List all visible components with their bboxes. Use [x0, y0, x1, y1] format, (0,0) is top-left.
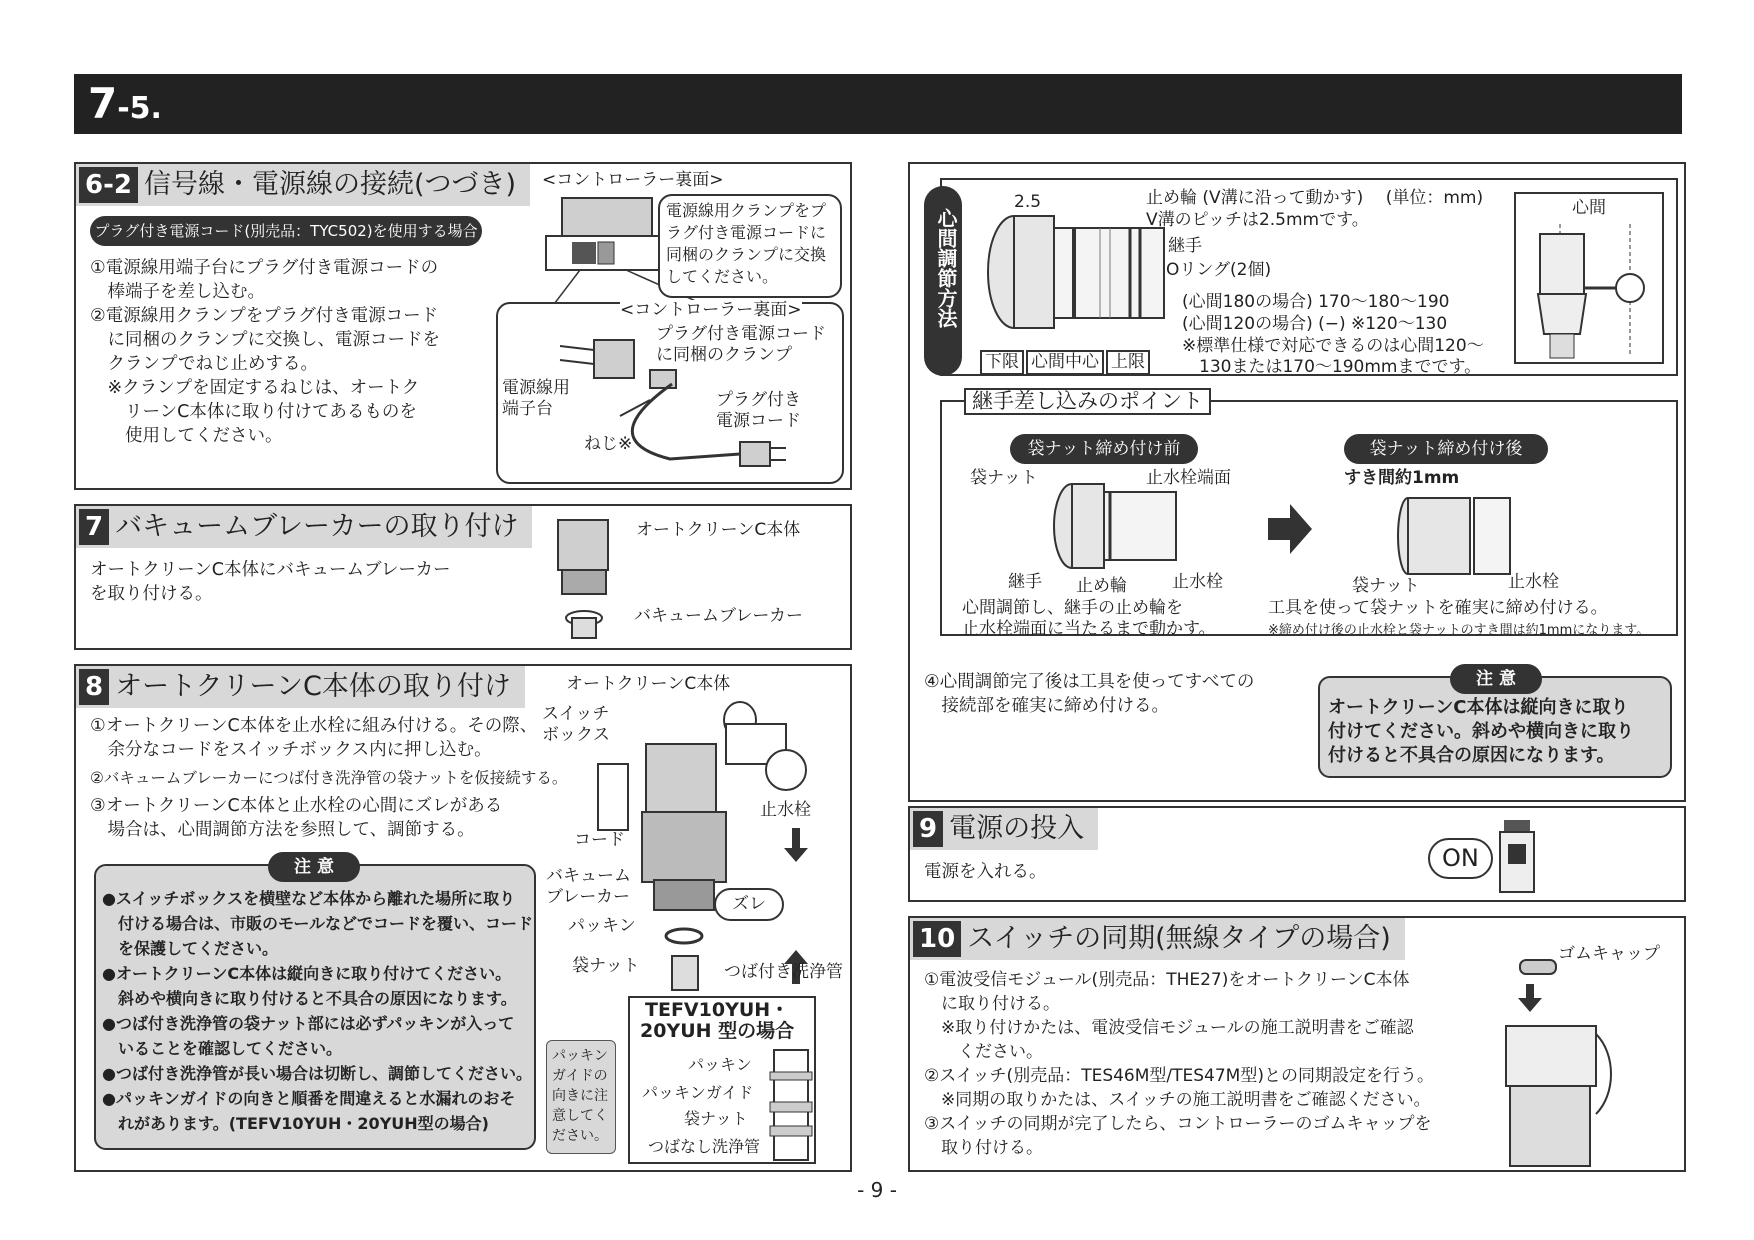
- label-lower-limit: 下限: [980, 350, 1024, 375]
- caution-text-right: オートクリーンC本体は縦向きに取り 付けてください。斜めや横向きに取り 付けると不具合の原因になります。: [1328, 697, 1634, 766]
- model-label-packing: パッキン: [688, 1055, 752, 1074]
- breaker-switch-icon: [1496, 814, 1540, 898]
- model-label-packing-guide: パッキンガイド: [642, 1083, 754, 1102]
- label-center: 心間中心: [1026, 350, 1104, 375]
- section-number: 9: [913, 811, 943, 847]
- vacuum-breaker-illustration: [546, 514, 636, 646]
- before-label-valve: 止水栓: [1172, 572, 1223, 592]
- label-flanged-pipe: つば付き洗浄管: [724, 962, 843, 982]
- section-7: [74, 504, 852, 650]
- page-header-bar: [74, 74, 1682, 134]
- caution-label-right: 注 意: [1450, 664, 1542, 694]
- label-terminal-block: 電源線用 端子台: [502, 378, 570, 419]
- spec-120: (心間120の場合) (−) ※120〜130: [1182, 314, 1448, 334]
- before-tightening-pill: 袋ナット締め付け前: [1010, 434, 1198, 464]
- label-autoclean-body: オートクリーンC本体: [636, 520, 801, 540]
- section-8-title-bar: [76, 666, 525, 708]
- label-misalignment: ズレ: [714, 888, 784, 921]
- section-6-2: [74, 162, 852, 490]
- on-indicator: ON: [1428, 838, 1493, 879]
- after-label-gap: すき間約1mm: [1344, 468, 1460, 488]
- model-label-plain-pipe: つばなし洗浄管: [648, 1137, 761, 1156]
- note-retaining-ring: 止め輪 (V溝に沿って動かす) (単位：mm): [1146, 188, 1484, 208]
- section-7-instructions: オートクリーンC本体にバキュームブレーカー を取り付ける。: [90, 560, 451, 604]
- label-autoclean-body: オートクリーンC本体: [566, 674, 731, 694]
- before-label-ring: 止め輪: [1076, 576, 1127, 596]
- label-cord: コード: [574, 830, 625, 850]
- center-adjustment-panel: [908, 162, 1686, 802]
- page-number: - 9 -: [857, 1178, 897, 1202]
- before-label-joint: 継手: [1008, 572, 1042, 592]
- before-instruction: 心間調節し、継手の止め輪を 止水栓端面に当たるまで動かす。: [962, 598, 1216, 639]
- section-title: 信号線・電源線の接続(つづき): [143, 169, 517, 201]
- label-center-distance: 心間: [1572, 198, 1606, 218]
- section-8: [74, 664, 852, 1172]
- step-1: ①オートクリーンC本体を止水栓に組み付ける。その際、 余分なコードをスイッチボックス内に押し込む。: [90, 716, 538, 760]
- after-label-valve: 止水栓: [1508, 572, 1559, 592]
- before-label-valve-face: 止水栓端面: [1146, 468, 1231, 488]
- label-screw: ねじ※: [584, 434, 633, 454]
- section-9-title-bar: [910, 808, 1098, 850]
- section-9: [908, 806, 1686, 902]
- condition-pill: プラグ付き電源コード(別売品：TYC502)を使用する場合: [90, 216, 482, 246]
- after-tightening-pill: 袋ナット締め付け後: [1344, 434, 1548, 464]
- section-title: スイッチの同期(無線タイプの場合): [967, 923, 1391, 955]
- page-header-title: 7-5.: [88, 79, 162, 128]
- label-vacuum-breaker: バキュームブレーカー: [634, 606, 803, 626]
- label-cap-nut: 袋ナット: [572, 956, 640, 976]
- label-joint: 継手: [1168, 236, 1202, 256]
- label-plug-cord: プラグ付き 電源コード: [716, 390, 801, 431]
- controller-cap-illustration: [1490, 954, 1620, 1170]
- step-4: ④心間調節完了後は工具を使ってすべての 接続部を確実に締め付ける。: [924, 672, 1255, 716]
- before-illustration: [1050, 476, 1190, 576]
- model-label-cap-nut: 袋ナット: [684, 1109, 748, 1128]
- label-plug-cord-clamp: プラグ付き電源コード に同梱のクランプ: [656, 324, 826, 365]
- label-stop-valve: 止水栓: [760, 800, 811, 820]
- label-packing: パッキン: [568, 916, 636, 936]
- caution-text: ●スイッチボックスを横壁など本体から離れた場所に取り 付ける場合は、市販のモールなどでコードを覆い、コード を保護してください。 ●オートクリーンC本体は縦向きに取り付けてください。 斜めや横向きに取り付けると不具合の原因になります。 ●つば付き洗浄管の袋ナット部には必ずパッキンが入って いることを確認してください。 ●つば付き洗浄管が長い場合は切断し、調節してください。 ●パッキンガイドの向きと順番を間違えると水漏れのおそ れがあります。(TEFV10YUH・20YUH型の場合): [102, 889, 534, 1133]
- step-2: ②バキュームブレーカーにつば付き洗浄管の袋ナットを仮接続する。: [90, 769, 568, 787]
- packing-guide-illustration: [766, 1046, 816, 1166]
- center-distance-illustration: [1520, 224, 1660, 360]
- section-number: 10: [913, 921, 961, 957]
- clamp-callout-text: 電源線用クランプをプ ラグ付き電源コードに 同梱のクランプに交換 してください。: [666, 201, 827, 286]
- section-number: 7: [79, 509, 109, 545]
- label-controller-back-2: <コントローラー裏面>: [620, 300, 802, 320]
- label-vacuum-breaker: バキューム ブレーカー: [546, 866, 631, 907]
- section-10: [908, 916, 1686, 1172]
- section-6-2-instructions: ①電源線用端子台にプラグ付き電源コードの 棒端子を差し込む。 ②電源線用クランプをプラグ付き電源コード に同梱のクランプに交換し、電源コードを クランプでねじ止めする。 ※クランプを固定するねじは、オートク リーンC本体に取り付けてあるものを 使用してください。: [90, 258, 440, 446]
- after-instruction: 工具を使って袋ナットを確実に締め付ける。: [1268, 598, 1608, 618]
- section-number: 8: [79, 669, 109, 705]
- section-10-instructions: ①電波受信モジュール(別売品：THE27)をオートクリーンC本体 に取り付ける。 ※取り付けかたは、電波受信モジュールの施工説明書をご確認 ください。 ②スイッチ(別売品：TES46M型/TES47M型)との同期設定を行う。 ※同期の取りかたは、スイッチの施工説明書をご確認ください。 ③スイッチの同期が完了したら、コントローラーのゴムキャップを 取り付ける。: [924, 970, 1434, 1158]
- section-9-instructions: 電源を入れる。: [924, 862, 1047, 882]
- label-rubber-cap: ゴムキャップ: [1558, 944, 1660, 964]
- label-switch-box: スイッチ ボックス: [542, 704, 610, 745]
- before-label-cap-nut: 袋ナット: [970, 468, 1038, 488]
- joint-points-title: 継手差し込みのポイント: [964, 388, 1211, 415]
- section-number: 6-2: [79, 167, 138, 203]
- section-title: オートクリーンC本体の取り付け: [115, 671, 511, 703]
- label-controller-back-1: <コントローラー裏面>: [542, 170, 724, 190]
- side-note-text: パッキン ガイドの 向きに注 意してく ださい。: [552, 1048, 608, 1144]
- caution-label: 注 意: [268, 852, 360, 882]
- after-label-cap-nut: 袋ナット: [1352, 576, 1420, 596]
- section-6-2-title-bar: [76, 164, 530, 206]
- step-3: ③オートクリーンC本体と止水栓の心間にズレがある 場合は、心間調節方法を参照して、調節する。: [90, 796, 503, 840]
- model-box-title: TEFV10YUH・ 20YUH 型の場合: [640, 999, 795, 1042]
- section-title: 電源の投入: [949, 813, 1085, 845]
- label-upper-limit: 上限: [1106, 350, 1150, 375]
- label-o-ring: Oリング(2個): [1166, 260, 1272, 280]
- dimension-2-5: 2.5: [1014, 192, 1042, 212]
- arrow-right-icon: [1268, 504, 1312, 554]
- after-note: ※締め付け後の止水栓と袋ナットのすき間は約1mmになります。: [1268, 623, 1650, 638]
- note-pitch: V溝のピッチは2.5mmです。: [1146, 210, 1369, 230]
- section-10-title-bar: [910, 918, 1405, 960]
- spec-note: ※標準仕様で対応できるのは心間120〜 130または170〜190mmまでです。: [1182, 336, 1484, 377]
- after-illustration: [1384, 490, 1524, 580]
- section-title: バキュームブレーカーの取り付け: [115, 511, 519, 543]
- spec-180: (心間180の場合) 170〜180〜190: [1182, 292, 1450, 312]
- vertical-title-text: 心間調節方法: [934, 208, 958, 328]
- section-7-title-bar: [76, 506, 532, 548]
